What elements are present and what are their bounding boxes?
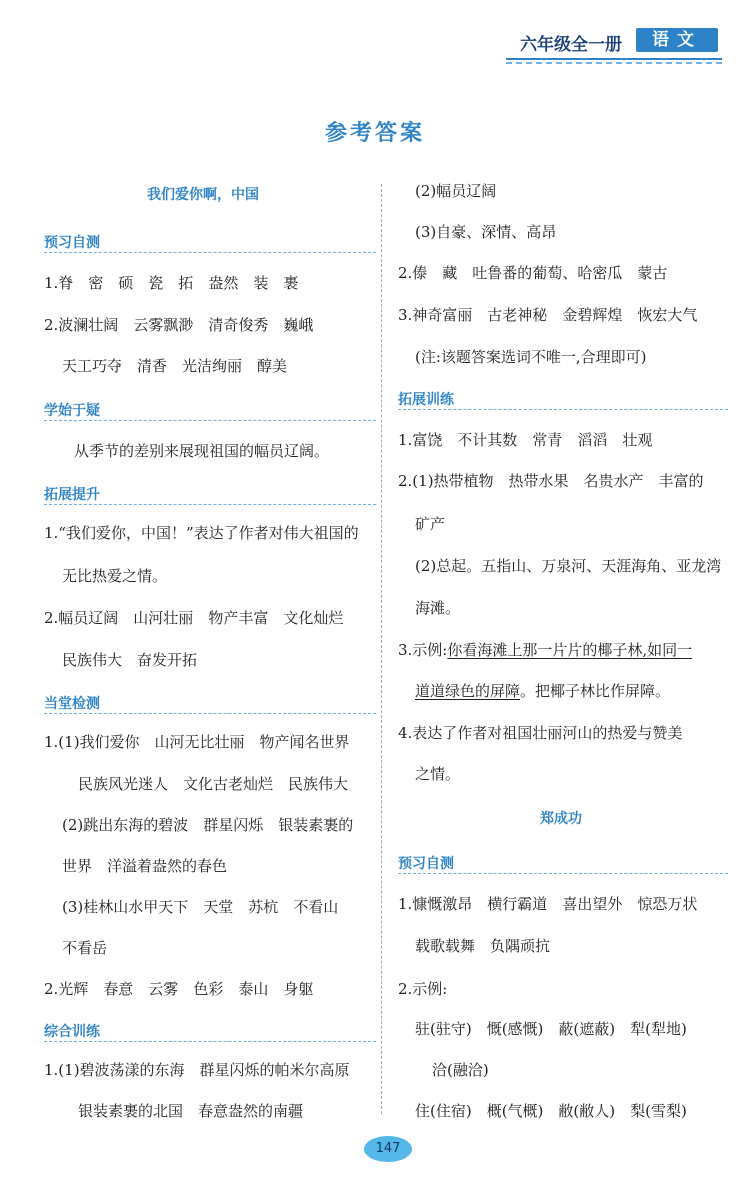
answer-line: (2)幅员辽阔: [415, 182, 497, 200]
answer-line: 世界 洋溢着盎然的春色: [62, 857, 228, 875]
page-title: 参考答案: [324, 121, 425, 146]
section-heading: 学始于疑: [44, 403, 100, 419]
section-rule: [398, 873, 728, 874]
header-grade: 六年级全一册: [520, 35, 622, 55]
answer-line: (2)跳出东海的碧波 群星闪烁 银装素裹的: [62, 816, 354, 834]
lesson-title: 郑成功: [540, 811, 582, 827]
answer-line: 从季节的差别来展现祖国的幅员辽阔。: [74, 442, 330, 460]
underlined-quote: 道道绿色的屏障: [415, 682, 521, 700]
section-heading: 当堂检测: [44, 696, 100, 712]
underlined-quote: 你看海滩上那一片片的椰子林,如同一: [447, 641, 693, 659]
answer-line: [398, 639, 692, 660]
section-rule: [44, 713, 376, 714]
answer-text: 。把椰子林比作屏障。: [520, 682, 671, 700]
column-divider: [381, 184, 382, 1114]
answer-line: 2.波澜壮阔 云雾飘渺 清奇俊秀 巍峨: [44, 316, 314, 334]
answer-line: 2.示例:: [398, 980, 448, 998]
answer-line: 不看岳: [62, 939, 108, 957]
answer-line: 1.“我们爱你，中国！”表达了作者对伟大祖国的: [44, 524, 359, 542]
page-number: 147: [364, 1136, 412, 1162]
answer-note: (注:该题答案选词不唯一,合理即可): [415, 348, 647, 366]
answer-line: 无比热爱之情。: [62, 567, 168, 585]
section-heading: 拓展提升: [44, 487, 100, 503]
header-subject-badge: 语文: [636, 28, 718, 52]
answer-line: 1.富饶 不计其数 常青 滔滔 壮观: [398, 431, 653, 449]
answer-line: 4.表达了作者对祖国壮丽河山的热爱与赞美: [398, 724, 683, 742]
answer-line: 1.(1)我们爱你 山河无比壮丽 物产闻名世界: [44, 733, 350, 751]
answer-line: 1.脊 密 硕 瓷 拓 盎然 装 裹: [44, 274, 299, 292]
answer-line: 2.(1)热带植物 热带水果 名贵水产 丰富的: [398, 472, 704, 490]
answer-line: 银装素裹的北国 春意盎然的南疆: [78, 1102, 304, 1120]
section-rule: [44, 420, 376, 421]
section-rule: [398, 409, 728, 410]
answer-line: 3.神奇富丽 古老神秘 金碧辉煌 恢宏大气: [398, 306, 698, 324]
section-heading: 预习自测: [44, 235, 100, 251]
answer-line: 民族伟大 奋发开拓: [62, 651, 198, 669]
answer-line: [415, 680, 670, 701]
section-rule: [44, 504, 376, 505]
answer-line: 2.傣 藏 吐鲁番的葡萄、哈密瓜 蒙古: [398, 264, 668, 282]
answer-line: 之情。: [415, 765, 461, 783]
section-rule: [44, 1041, 376, 1042]
answer-line: 洽(融洽): [432, 1061, 489, 1079]
answer-line: 1.慷慨激昂 横行霸道 喜出望外 惊恐万状: [398, 895, 698, 913]
answer-line: (3)桂林山水甲天下 天堂 苏杭 不看山: [62, 898, 339, 916]
answer-line: (2)总起。五指山、万泉河、天涯海角、亚龙湾: [415, 557, 722, 575]
answer-line: 天工巧夺 清香 光洁绚丽 醇美: [62, 357, 288, 375]
answer-line: 海滩。: [415, 599, 461, 617]
answer-line: 矿产: [415, 515, 446, 533]
section-heading: 预习自测: [398, 856, 454, 872]
answer-line: 2.光辉 春意 云雾 色彩 泰山 身躯: [44, 980, 314, 998]
answer-line: 1.(1)碧波荡漾的东海 群星闪烁的帕米尔高原: [44, 1061, 350, 1079]
section-rule: [44, 252, 376, 253]
answer-line: 载歌载舞 负隅顽抗: [415, 937, 551, 955]
answer-line: 驻(驻守) 慨(感慨) 蔽(遮蔽) 犁(犁地): [415, 1020, 687, 1038]
answer-line: (3)自豪、深情、高昂: [415, 223, 557, 241]
answer-line: 2.幅员辽阔 山河壮丽 物产丰富 文化灿烂: [44, 609, 344, 627]
header-dashed-rule: [506, 62, 722, 64]
answer-line: 住(住宿) 概(气概) 敝(敝人) 梨(雪梨): [415, 1102, 687, 1120]
section-heading: 拓展训练: [398, 392, 454, 408]
section-heading: 综合训练: [44, 1024, 100, 1040]
answer-line: 民族风光迷人 文化古老灿烂 民族伟大: [78, 775, 349, 793]
example-label: 3.示例:: [398, 641, 448, 659]
header-rule: [506, 58, 722, 60]
lesson-title: 我们爱你啊，中国: [147, 187, 259, 203]
